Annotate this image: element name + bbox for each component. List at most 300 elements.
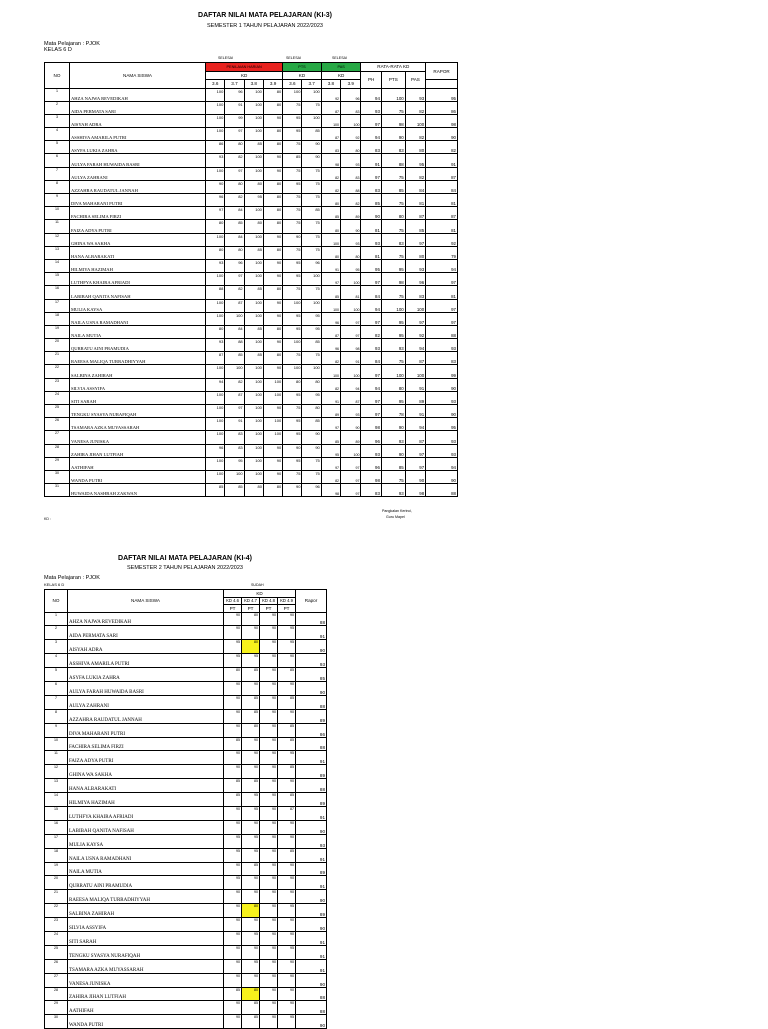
table-row bbox=[45, 945, 327, 959]
ph-score: 80 bbox=[263, 246, 282, 259]
sub-col-header: PT bbox=[224, 605, 242, 613]
rapor-score: 90 bbox=[426, 470, 458, 483]
ph-score: 80 bbox=[206, 220, 225, 233]
student-name: AZZAHRA RAUDATUL JANNAH bbox=[69, 180, 205, 193]
average-score: 97 bbox=[361, 391, 381, 404]
table-row bbox=[45, 890, 327, 904]
average-score: 83 bbox=[361, 484, 381, 497]
ph-score: 84 bbox=[225, 325, 244, 338]
row-number: 4 bbox=[45, 128, 70, 141]
row-number: 30 bbox=[45, 470, 70, 483]
table-row bbox=[45, 391, 458, 404]
student-name: ASYFA LUKIA ZAHRA bbox=[68, 668, 224, 682]
kd-score: 90 bbox=[224, 751, 242, 765]
kd-score: 90 bbox=[224, 1001, 242, 1015]
ki4-subtitle: SEMESTER 2 TAHUN PELAJARAN 2022/2023 bbox=[127, 565, 243, 571]
table-row bbox=[45, 959, 327, 973]
row-number: 6 bbox=[45, 154, 70, 167]
kd-score: 85 bbox=[242, 709, 260, 723]
rapor-score: 93 bbox=[426, 339, 458, 352]
ki4-class: KELAS 6 D bbox=[44, 582, 65, 587]
row-number: 3 bbox=[45, 114, 70, 127]
row-number: 24 bbox=[45, 391, 70, 404]
sub-col-header: PT bbox=[242, 605, 260, 613]
rapor-score: 90 bbox=[296, 918, 327, 932]
rapor-score: 95 bbox=[426, 88, 458, 101]
pts-score: 75 bbox=[283, 220, 302, 233]
table-row bbox=[45, 668, 327, 682]
kd-score: 90 bbox=[224, 931, 242, 945]
student-name: ZAHIRA JIHAN LUTFIAH bbox=[69, 444, 205, 457]
pas-score: 82 bbox=[321, 352, 340, 365]
row-number: 6 bbox=[45, 681, 68, 695]
table-row bbox=[45, 233, 458, 246]
kd-score: 90 bbox=[278, 1001, 296, 1015]
pas-score: 80 bbox=[341, 246, 361, 259]
kd-score: 90 bbox=[242, 945, 260, 959]
average-score: 82 bbox=[405, 101, 425, 114]
pts-score: 75 bbox=[283, 194, 302, 207]
average-score: 94 bbox=[361, 128, 381, 141]
table-row bbox=[45, 154, 458, 167]
kd-score: 90 bbox=[278, 931, 296, 945]
average-score: 75 bbox=[381, 286, 405, 299]
row-number: 9 bbox=[45, 194, 70, 207]
pts-score: 100 bbox=[302, 114, 321, 127]
kd-col-header: 3.8 bbox=[321, 80, 340, 89]
kd-score: 90 bbox=[260, 681, 278, 695]
ph-score: 100 bbox=[244, 365, 263, 378]
table-row bbox=[45, 681, 327, 695]
kd-score: 90 bbox=[242, 973, 260, 987]
kd-score: 85 bbox=[278, 765, 296, 779]
student-name: TSAMARA AZKA MUYASSARAH bbox=[69, 418, 205, 431]
pas-score: 95 bbox=[341, 259, 361, 272]
rapor-score: 98 bbox=[426, 114, 458, 127]
table-row bbox=[45, 312, 458, 325]
pts-score: 75 bbox=[302, 180, 321, 193]
kd-score: 90 bbox=[242, 751, 260, 765]
ph-score: 100 bbox=[206, 299, 225, 312]
rapor-score: 88 bbox=[296, 737, 327, 751]
pts-score: 75 bbox=[302, 457, 321, 470]
pas-score: 97 bbox=[321, 273, 340, 286]
kd-col-header: 3.7 bbox=[225, 80, 244, 89]
pts-score: 90 bbox=[283, 484, 302, 497]
kd-score: 90 bbox=[224, 765, 242, 779]
kd-col-header: KD 4.7 bbox=[242, 597, 260, 605]
ph-score: 80 bbox=[263, 101, 282, 114]
student-name: AULYA ZAHRANI bbox=[69, 167, 205, 180]
average-score: 80 bbox=[405, 141, 425, 154]
pts-score: 75 bbox=[302, 470, 321, 483]
pts-score: 95 bbox=[302, 312, 321, 325]
ph-score: 85 bbox=[244, 352, 263, 365]
ph-score: 85 bbox=[244, 246, 263, 259]
student-name: HILMIYA HAZIMAH bbox=[69, 259, 205, 272]
kd-label-ph: KD bbox=[206, 71, 283, 80]
average-score: 93 bbox=[361, 101, 381, 114]
ph-score: 80 bbox=[206, 246, 225, 259]
kd-score: 95 bbox=[278, 945, 296, 959]
row-number: 20 bbox=[45, 876, 68, 890]
student-name: MULIA KAYSA bbox=[69, 299, 205, 312]
pas-score: 80 bbox=[341, 141, 361, 154]
pts-score: 75 bbox=[283, 286, 302, 299]
ph-score: 96 bbox=[225, 88, 244, 101]
rapor-score: 79 bbox=[426, 246, 458, 259]
row-number: 11 bbox=[45, 751, 68, 765]
ph-score: 100 bbox=[206, 114, 225, 127]
average-score: 90 bbox=[361, 207, 381, 220]
group-pts-header: PTS bbox=[283, 63, 322, 72]
pts-score: 95 bbox=[283, 273, 302, 286]
average-score: 85 bbox=[381, 180, 405, 193]
ki4-grade-table bbox=[44, 589, 327, 1029]
table-row bbox=[45, 973, 327, 987]
pas-score: 83 bbox=[321, 141, 340, 154]
table-row bbox=[45, 987, 327, 1001]
row-number: 23 bbox=[45, 378, 70, 391]
rapor-score: 88 bbox=[426, 325, 458, 338]
row-number: 2 bbox=[45, 101, 70, 114]
kd-score: 90 bbox=[260, 945, 278, 959]
average-score: 95 bbox=[381, 391, 405, 404]
student-name: SALBINA ZAHIRAH bbox=[69, 365, 205, 378]
ph-score: 80 bbox=[263, 141, 282, 154]
table-row bbox=[45, 1015, 327, 1029]
ph-score: 100 bbox=[206, 312, 225, 325]
pts-score: 75 bbox=[302, 101, 321, 114]
average-score: 93 bbox=[381, 484, 405, 497]
pts-score: 90 bbox=[283, 233, 302, 246]
average-score: 80 bbox=[405, 246, 425, 259]
ph-score: 90 bbox=[263, 273, 282, 286]
average-score: 87 bbox=[405, 431, 425, 444]
kd-col-header: 3.6 bbox=[206, 80, 225, 89]
pas-score: 89 bbox=[341, 207, 361, 220]
pts-score: 90 bbox=[283, 444, 302, 457]
average-score: 82 bbox=[405, 128, 425, 141]
pas-score: 97 bbox=[341, 312, 361, 325]
pas-score: 95 bbox=[321, 444, 340, 457]
ph-score: 100 bbox=[244, 431, 263, 444]
ki3-note-3: SELESAI bbox=[332, 56, 347, 60]
pts-score: 85 bbox=[283, 154, 302, 167]
kd-score: 85 bbox=[278, 695, 296, 709]
row-number: 28 bbox=[45, 987, 68, 1001]
pas-score: 90 bbox=[341, 220, 361, 233]
kd-score: 90 bbox=[278, 987, 296, 1001]
pts-score: 75 bbox=[302, 220, 321, 233]
rapor-score: 91 bbox=[296, 931, 327, 945]
kd-score: 80 bbox=[242, 904, 260, 918]
average-score: 84 bbox=[361, 352, 381, 365]
group-pas-header: PAS bbox=[321, 63, 361, 72]
ph-score: 93 bbox=[206, 259, 225, 272]
row-number: 17 bbox=[45, 834, 68, 848]
average-score: 85 bbox=[405, 220, 425, 233]
average-score: 75 bbox=[381, 352, 405, 365]
rapor-score: 88 bbox=[426, 484, 458, 497]
average-score: 96 bbox=[361, 457, 381, 470]
student-name: SITI SARAH bbox=[69, 391, 205, 404]
rata-ph-header: PH bbox=[361, 71, 381, 88]
table-row bbox=[45, 299, 458, 312]
pts-score: 85 bbox=[302, 339, 321, 352]
table-row bbox=[45, 876, 327, 890]
pas-score: 96 bbox=[321, 312, 340, 325]
student-name: MULIA KAYSA bbox=[68, 834, 224, 848]
ph-score: 80 bbox=[225, 180, 244, 193]
row-number: 30 bbox=[45, 1015, 68, 1029]
pas-score: 96 bbox=[321, 339, 340, 352]
kd-score: 90 bbox=[260, 723, 278, 737]
pas-score: 87 bbox=[341, 391, 361, 404]
ph-score: 80 bbox=[263, 88, 282, 101]
ph-score: 100 bbox=[206, 167, 225, 180]
col-no-header: NO bbox=[45, 590, 68, 613]
student-name: VANESA JUNISKA bbox=[69, 431, 205, 444]
ph-score: 100 bbox=[206, 101, 225, 114]
row-number: 19 bbox=[45, 862, 68, 876]
kd-score: 90 bbox=[224, 973, 242, 987]
table-row bbox=[45, 352, 458, 365]
row-number: 22 bbox=[45, 904, 68, 918]
student-name: VANESA JUNISKA bbox=[68, 973, 224, 987]
pas-score: 100 bbox=[321, 233, 340, 246]
pas-score: 82 bbox=[321, 470, 340, 483]
table-row bbox=[45, 325, 458, 338]
kd-score: 80 bbox=[242, 987, 260, 1001]
student-name: HANA ALBARAKATI bbox=[68, 779, 224, 793]
average-score: 82 bbox=[405, 167, 425, 180]
pts-score: 95 bbox=[283, 312, 302, 325]
pas-score: 85 bbox=[321, 286, 340, 299]
rapor-score: 90 bbox=[296, 681, 327, 695]
student-name: AHZA NAJWA REVEDIKAH bbox=[69, 88, 205, 101]
rapor-score: 89 bbox=[296, 765, 327, 779]
rapor-score: 97 bbox=[426, 273, 458, 286]
kd-col-header: 3.7 bbox=[302, 80, 321, 89]
average-score: 95 bbox=[381, 312, 405, 325]
row-number: 18 bbox=[45, 848, 68, 862]
ph-score: 95 bbox=[244, 194, 263, 207]
rapor-score: 89 bbox=[296, 793, 327, 807]
row-number: 21 bbox=[45, 352, 70, 365]
ki3-grade-table bbox=[44, 62, 458, 497]
table-row bbox=[45, 793, 327, 807]
pts-score: 100 bbox=[283, 299, 302, 312]
table-row bbox=[45, 848, 327, 862]
average-score: 97 bbox=[361, 273, 381, 286]
ph-score: 100 bbox=[206, 418, 225, 431]
rapor-score: 86 bbox=[426, 101, 458, 114]
pts-score: 75 bbox=[283, 207, 302, 220]
pts-score: 100 bbox=[283, 365, 302, 378]
table-row bbox=[45, 695, 327, 709]
rapor-score: 92 bbox=[426, 233, 458, 246]
rapor-score: 88 bbox=[296, 1001, 327, 1015]
kd-score: 90 bbox=[278, 862, 296, 876]
student-name: FACHIRA SELIMA FIRZI bbox=[68, 737, 224, 751]
kd-score: 90 bbox=[224, 862, 242, 876]
kd-score: 85 bbox=[242, 779, 260, 793]
ph-score: 80 bbox=[244, 180, 263, 193]
pas-score: 97 bbox=[341, 325, 361, 338]
table-row bbox=[45, 339, 458, 352]
rapor-score: 82 bbox=[426, 141, 458, 154]
ph-score: 100 bbox=[206, 457, 225, 470]
kd-score: 90 bbox=[260, 931, 278, 945]
kd-score: 85 bbox=[278, 668, 296, 682]
kd-score: 90 bbox=[260, 668, 278, 682]
kd-score: 90 bbox=[224, 806, 242, 820]
ki3-class: KELAS 6 D bbox=[44, 47, 72, 53]
row-number: 25 bbox=[45, 405, 70, 418]
kd-score: 95 bbox=[224, 876, 242, 890]
ph-score: 87 bbox=[206, 352, 225, 365]
ph-score: 90 bbox=[263, 444, 282, 457]
kd-label-pts: KD bbox=[283, 71, 322, 80]
ph-score: 97 bbox=[225, 405, 244, 418]
average-score: 92 bbox=[405, 325, 425, 338]
student-name: LUTHFYA KHAIRA AFRIADI bbox=[68, 806, 224, 820]
ph-score: 100 bbox=[206, 470, 225, 483]
ph-score: 90 bbox=[263, 114, 282, 127]
ph-score: 95 bbox=[225, 457, 244, 470]
average-score: 95 bbox=[361, 259, 381, 272]
rapor-score: 89 bbox=[296, 904, 327, 918]
pts-score: 95 bbox=[283, 325, 302, 338]
kd-score: 90 bbox=[242, 918, 260, 932]
rapor-score: 87 bbox=[426, 167, 458, 180]
ph-score: 83 bbox=[225, 431, 244, 444]
row-number: 27 bbox=[45, 973, 68, 987]
kd-score: 90 bbox=[260, 806, 278, 820]
row-number: 31 bbox=[45, 484, 70, 497]
kd-col-header: 3.9 bbox=[341, 80, 361, 89]
row-number: 16 bbox=[45, 286, 70, 299]
ph-score: 90 bbox=[263, 259, 282, 272]
average-score: 96 bbox=[361, 431, 381, 444]
student-name: WANDA PUTRI bbox=[69, 470, 205, 483]
table-row bbox=[45, 931, 327, 945]
kd-score: 95 bbox=[242, 848, 260, 862]
pas-score: 100 bbox=[341, 299, 361, 312]
average-score: 75 bbox=[381, 246, 405, 259]
ph-score: 100 bbox=[206, 405, 225, 418]
row-number: 21 bbox=[45, 890, 68, 904]
rapor-score: 88 bbox=[296, 612, 327, 626]
average-score: 83 bbox=[361, 141, 381, 154]
rapor-header: Rapor bbox=[296, 590, 327, 613]
kd-col-header: KD 4.6 bbox=[224, 597, 242, 605]
pas-score: 98 bbox=[341, 339, 361, 352]
table-row bbox=[45, 141, 458, 154]
ph-score: 80 bbox=[263, 194, 282, 207]
kd-score: 90 bbox=[224, 959, 242, 973]
pts-score: 80 bbox=[283, 378, 302, 391]
kd-score: 90 bbox=[278, 709, 296, 723]
row-number: 26 bbox=[45, 418, 70, 431]
pas-score: 87 bbox=[321, 101, 340, 114]
table-row bbox=[45, 259, 458, 272]
average-score: 93 bbox=[361, 444, 381, 457]
pas-score: 80 bbox=[321, 220, 340, 233]
ki3-footer-place: Pangkalan Kerinci, bbox=[382, 509, 412, 513]
ki3-footer-teacher: Guru Mapel bbox=[386, 515, 405, 519]
student-name: WANDA PUTRI bbox=[68, 1015, 224, 1029]
student-name: TENGKU SYASYA NURAFIQAH bbox=[68, 945, 224, 959]
table-row bbox=[45, 737, 327, 751]
ph-score: 93 bbox=[206, 154, 225, 167]
rapor-score: 88 bbox=[296, 695, 327, 709]
average-score: 100 bbox=[381, 88, 405, 101]
row-number: 12 bbox=[45, 233, 70, 246]
table-row bbox=[45, 431, 458, 444]
ph-score: 85 bbox=[225, 484, 244, 497]
ph-score: 100 bbox=[244, 299, 263, 312]
pas-score: 81 bbox=[341, 286, 361, 299]
kd-score: 95 bbox=[242, 654, 260, 668]
pts-score: 75 bbox=[283, 167, 302, 180]
ph-score: 85 bbox=[225, 352, 244, 365]
rapor-score: 81 bbox=[426, 286, 458, 299]
table-row bbox=[45, 101, 458, 114]
ph-score: 100 bbox=[263, 378, 282, 391]
rapor-score: 83 bbox=[426, 352, 458, 365]
average-score: 91 bbox=[405, 405, 425, 418]
pas-score: 82 bbox=[321, 167, 340, 180]
table-row bbox=[45, 457, 458, 470]
ph-score: 100 bbox=[206, 128, 225, 141]
pas-score: 80 bbox=[321, 194, 340, 207]
ph-score: 90 bbox=[263, 233, 282, 246]
rapor-score: 90 bbox=[296, 640, 327, 654]
student-name: TENGKU SYASYA NURAFIQAH bbox=[69, 405, 205, 418]
row-number: 17 bbox=[45, 299, 70, 312]
ph-score: 100 bbox=[206, 391, 225, 404]
kd-score: 87 bbox=[278, 806, 296, 820]
ph-score: 80 bbox=[263, 286, 282, 299]
kd-score: 90 bbox=[242, 626, 260, 640]
ph-score: 97 bbox=[225, 128, 244, 141]
average-score: 93 bbox=[405, 88, 425, 101]
average-score: 84 bbox=[405, 180, 425, 193]
kd-score: 95 bbox=[224, 640, 242, 654]
ph-score: 87 bbox=[225, 391, 244, 404]
kd-score: 80 bbox=[224, 668, 242, 682]
row-number: 15 bbox=[45, 273, 70, 286]
ph-score: 90 bbox=[263, 365, 282, 378]
pas-score: 100 bbox=[341, 444, 361, 457]
ph-score: 80 bbox=[263, 220, 282, 233]
ki4-title: DAFTAR NILAI MATA PELAJARAN (KI-4) bbox=[118, 555, 252, 562]
average-score: 100 bbox=[405, 365, 425, 378]
kd-col-header: 3.9 bbox=[263, 80, 282, 89]
rapor-score: 91 bbox=[296, 876, 327, 890]
average-score: 78 bbox=[381, 405, 405, 418]
student-name: SILVIA ASSYIFA bbox=[69, 378, 205, 391]
ph-score: 85 bbox=[206, 484, 225, 497]
ph-score: 96 bbox=[206, 444, 225, 457]
pts-score: 95 bbox=[283, 128, 302, 141]
kd-score: 85 bbox=[224, 779, 242, 793]
pas-score: 97 bbox=[321, 418, 340, 431]
rapor-score: 93 bbox=[426, 391, 458, 404]
kd-score: 95 bbox=[242, 931, 260, 945]
